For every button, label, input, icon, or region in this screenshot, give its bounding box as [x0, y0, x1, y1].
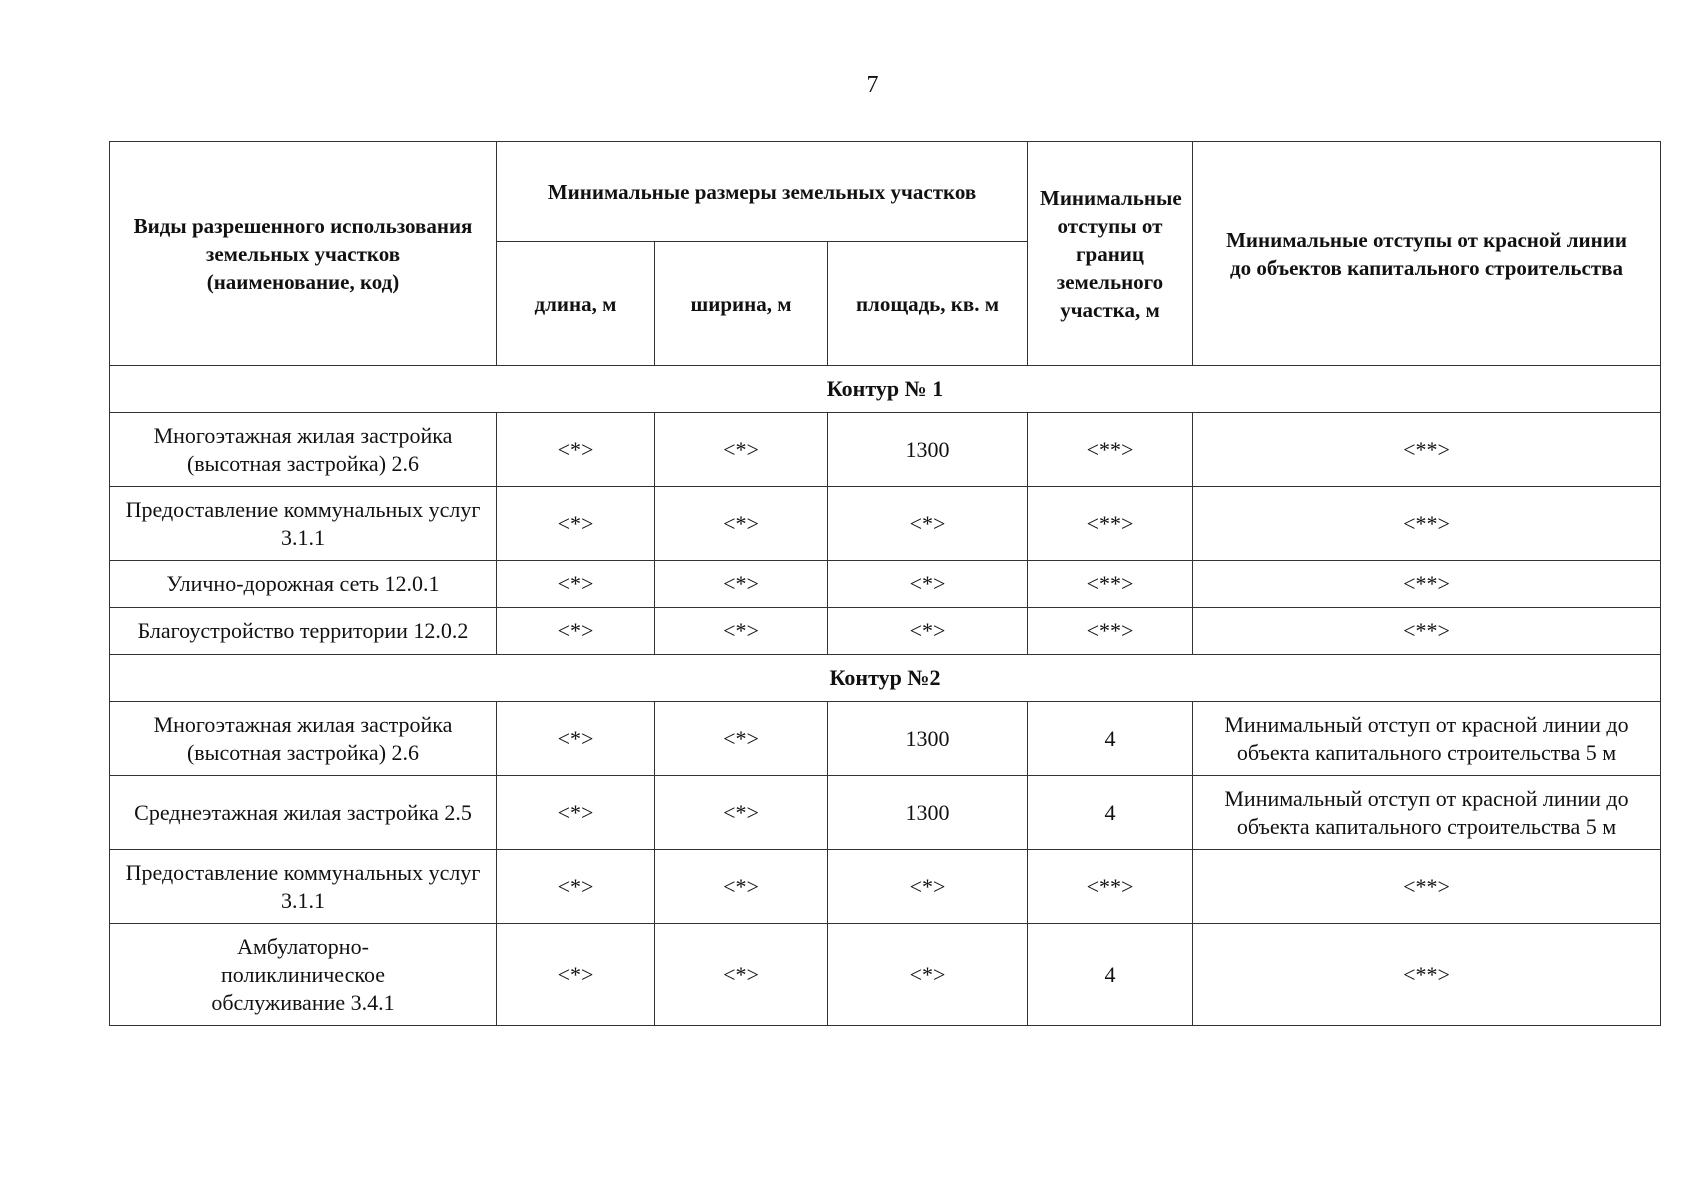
- area-value: 1300: [828, 413, 1028, 487]
- table-header: [110, 142, 1661, 366]
- length-value: <*>: [497, 487, 655, 561]
- section-title: Контур №2: [110, 655, 1661, 702]
- area-value: <*>: [828, 487, 1028, 561]
- table-row: [110, 702, 1661, 776]
- length-value: <*>: [497, 850, 655, 924]
- boundary-setback-value: <**>: [1028, 608, 1193, 655]
- section-row: [110, 655, 1661, 702]
- header-boundary-setback: Минимальные отступы от границ земельного участка, м: [1028, 142, 1193, 366]
- land-use-name: Благоустройство территории 12.0.2: [110, 608, 497, 655]
- area-value: 1300: [828, 702, 1028, 776]
- land-use-name: Среднеэтажная жилая застройка 2.5: [110, 776, 497, 850]
- table-row: [110, 850, 1661, 924]
- boundary-setback-value: 4: [1028, 702, 1193, 776]
- width-value: <*>: [655, 850, 828, 924]
- red-line-setback-value: Минимальный отступ от красной линии до объекта капитального строительства 5 м: [1193, 776, 1661, 850]
- length-value: <*>: [497, 924, 655, 1026]
- boundary-setback-value: 4: [1028, 776, 1193, 850]
- header-area: площадь, кв. м: [828, 242, 1028, 366]
- length-value: <*>: [497, 776, 655, 850]
- width-value: <*>: [655, 608, 828, 655]
- table-row: [110, 608, 1661, 655]
- header-land-use: Виды разрешенного использования земельных участков (наименование, код): [110, 142, 497, 366]
- boundary-setback-value: <**>: [1028, 487, 1193, 561]
- width-value: <*>: [655, 924, 828, 1026]
- boundary-setback-value: <**>: [1028, 850, 1193, 924]
- land-use-name: Улично-дорожная сеть 12.0.1: [110, 561, 497, 608]
- zoning-parameters-table: [109, 141, 1661, 1026]
- land-use-name: Предоставление коммунальных услуг 3.1.1: [110, 487, 497, 561]
- red-line-setback-value: Минимальный отступ от красной линии до объекта капитального строительства 5 м: [1193, 702, 1661, 776]
- width-value: <*>: [655, 561, 828, 608]
- table-row: [110, 413, 1661, 487]
- header-red-line-setback: Минимальные отступы от красной линии до объектов капитального строительства: [1193, 142, 1661, 366]
- table-row: [110, 924, 1661, 1026]
- width-value: <*>: [655, 776, 828, 850]
- red-line-setback-value: <**>: [1193, 413, 1661, 487]
- header-width: ширина, м: [655, 242, 828, 366]
- length-value: <*>: [497, 413, 655, 487]
- land-use-name: Многоэтажная жилая застройка (высотная застройка) 2.6: [110, 413, 497, 487]
- area-value: <*>: [828, 850, 1028, 924]
- section-row: [110, 366, 1661, 413]
- boundary-setback-value: <**>: [1028, 561, 1193, 608]
- land-use-name: Многоэтажная жилая застройка (высотная застройка) 2.6: [110, 702, 497, 776]
- width-value: <*>: [655, 413, 828, 487]
- table-row: [110, 776, 1661, 850]
- boundary-setback-value: 4: [1028, 924, 1193, 1026]
- table-body: [110, 366, 1661, 1026]
- table-row: [110, 561, 1661, 608]
- red-line-setback-value: <**>: [1193, 850, 1661, 924]
- header-length: длина, м: [497, 242, 655, 366]
- red-line-setback-value: <**>: [1193, 487, 1661, 561]
- land-use-name: Предоставление коммунальных услуг 3.1.1: [110, 850, 497, 924]
- length-value: <*>: [497, 702, 655, 776]
- section-title: Контур № 1: [110, 366, 1661, 413]
- header-min-sizes: Минимальные размеры земельных участков: [497, 142, 1028, 242]
- width-value: <*>: [655, 702, 828, 776]
- width-value: <*>: [655, 487, 828, 561]
- page-number: 7: [866, 72, 879, 98]
- area-value: <*>: [828, 924, 1028, 1026]
- area-value: 1300: [828, 776, 1028, 850]
- red-line-setback-value: <**>: [1193, 561, 1661, 608]
- length-value: <*>: [497, 561, 655, 608]
- red-line-setback-value: <**>: [1193, 924, 1661, 1026]
- table-row: [110, 487, 1661, 561]
- area-value: <*>: [828, 561, 1028, 608]
- area-value: <*>: [828, 608, 1028, 655]
- length-value: <*>: [497, 608, 655, 655]
- red-line-setback-value: <**>: [1193, 608, 1661, 655]
- land-use-name: Амбулаторно-поликлиническое обслуживание 3.4.1: [110, 924, 497, 1026]
- boundary-setback-value: <**>: [1028, 413, 1193, 487]
